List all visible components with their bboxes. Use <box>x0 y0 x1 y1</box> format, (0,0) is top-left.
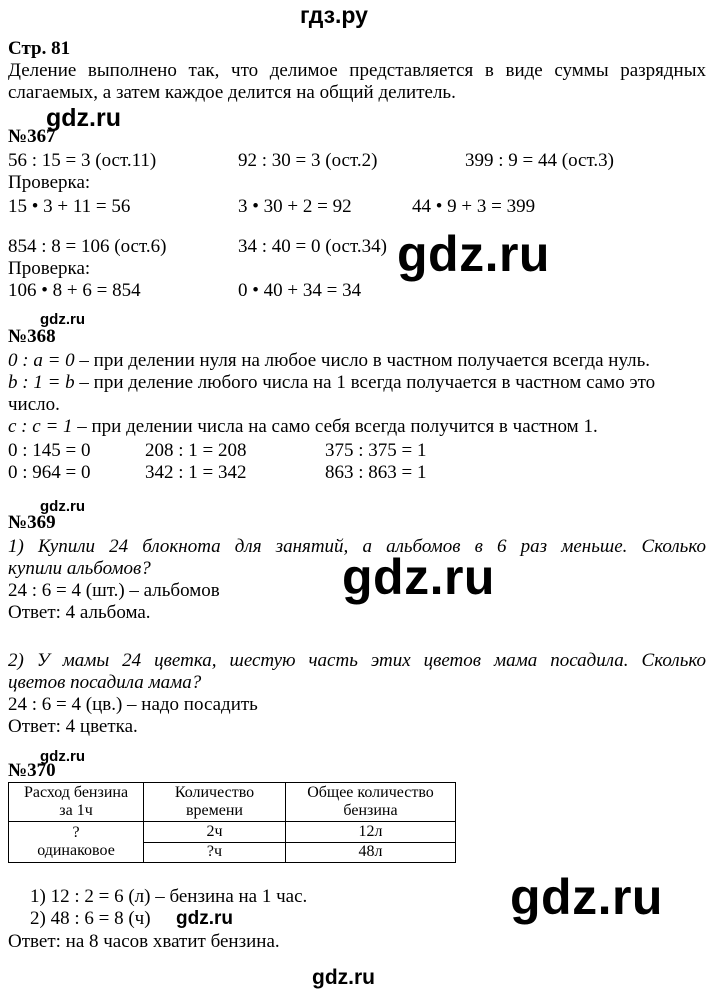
rule-2 <box>8 372 655 394</box>
problem-1-text-cont: купили альбомов? <box>8 558 151 579</box>
page-heading: Стр. 81 <box>8 38 71 59</box>
watermark: gdz.ru <box>342 549 495 605</box>
watermark: gdz.ru <box>397 226 550 282</box>
header-line: Расход бензина <box>23 784 129 801</box>
problem-2-answer: Ответ: 4 цветка. <box>8 716 138 737</box>
header-line: бензина <box>343 802 398 819</box>
table-cell <box>9 822 144 863</box>
task-368-title: №368 <box>8 326 56 347</box>
header-line: времени <box>185 802 243 819</box>
header-line: Количество <box>174 784 255 801</box>
task-368-expr: 0 : 964 = 0 <box>8 462 91 483</box>
task-367-title: №367 <box>8 126 56 147</box>
rule-3-text: – при делении числа на само себя всегда получится в частном 1. <box>72 416 598 437</box>
rule-2-cont: число. <box>8 394 60 415</box>
rule-2-formula: b : 1 = b <box>8 372 75 393</box>
watermark: gdz.ru <box>176 908 233 929</box>
problem-2-text-cont: цветов посадила мама? <box>8 672 202 693</box>
task-368-expr: 863 : 863 = 1 <box>325 462 427 483</box>
table-header-cell <box>286 783 456 822</box>
site-footer: gdz.ru <box>312 966 375 989</box>
rule-3 <box>8 416 598 438</box>
intro-line-1: Деление выполнено так, что делимое представляется в виде суммы разрядных <box>8 60 706 81</box>
check-label: Проверка: <box>8 258 91 279</box>
task-367-check: 44 • 9 + 3 = 399 <box>412 196 536 217</box>
task-367-check: 15 • 3 + 11 = 56 <box>8 196 131 217</box>
task-367-check: 3 • 30 + 2 = 92 <box>238 196 352 217</box>
task-370-answer: Ответ: на 8 часов хватит бензина. <box>8 931 280 952</box>
problem-2-solution: 24 : 6 = 4 (цв.) – надо посадить <box>8 694 258 715</box>
table-cell: ?ч <box>144 842 286 863</box>
problem-1-text: 1) Купили 24 блокнота для занятий, а альбомов в 6 раз меньше. Сколько <box>8 536 706 557</box>
task-368-expr: 0 : 145 = 0 <box>8 440 91 461</box>
task-367-check: 106 • 8 + 6 = 854 <box>8 280 141 301</box>
watermark: gdz.ru <box>40 748 85 765</box>
task-368-expr: 208 : 1 = 208 <box>145 440 247 461</box>
task-367-expr: 34 : 40 = 0 (ост.34) <box>238 236 387 257</box>
problem-2-text: 2) У мамы 24 цветка, шестую часть этих цветов мама посадила. Сколько <box>8 650 706 671</box>
cell-line: ? <box>72 824 80 841</box>
task-367-expr: 56 : 15 = 3 (ост.11) <box>8 150 157 171</box>
task-367-expr: 399 : 9 = 44 (ост.3) <box>465 150 614 171</box>
table-cell: 48л <box>286 842 456 863</box>
problem-1-solution: 24 : 6 = 4 (шт.) – альбомов <box>8 580 220 601</box>
table-row <box>9 822 456 843</box>
site-header: гдз.ру <box>300 2 368 28</box>
table-header-cell <box>9 783 144 822</box>
rule-1-formula: 0 : a = 0 <box>8 350 75 371</box>
step-1: 1) 12 : 2 = 6 (л) – бензина на 1 час. <box>30 886 308 907</box>
task-368-expr: 375 : 375 = 1 <box>325 440 427 461</box>
watermark: gdz.ru <box>40 311 85 328</box>
watermark: gdz.ru <box>510 869 663 925</box>
task-367-check: 0 • 40 + 34 = 34 <box>238 280 362 301</box>
rule-1 <box>8 350 650 372</box>
task-367-expr: 854 : 8 = 106 (ост.6) <box>8 236 167 257</box>
header-line: Общее количество <box>307 784 434 801</box>
table-header-cell <box>144 783 286 822</box>
task-367-expr: 92 : 30 = 3 (ост.2) <box>238 150 378 171</box>
watermark: gdz.ru <box>40 498 85 515</box>
step-2: 2) 48 : 6 = 8 (ч) <box>30 908 151 929</box>
rule-3-formula: c : c = 1 <box>8 416 73 437</box>
table-cell: 2ч <box>144 822 286 843</box>
problem-1-answer: Ответ: 4 альбома. <box>8 602 151 623</box>
intro-line-2: слагаемых, а затем каждое делится на общий делитель. <box>8 82 456 103</box>
task-368-expr: 342 : 1 = 342 <box>145 462 247 483</box>
watermark: gdz.ru <box>46 104 121 132</box>
table-cell: 12л <box>286 822 456 843</box>
task-370-title: №370 <box>8 760 56 781</box>
fuel-table <box>8 782 456 863</box>
header-line: за 1ч <box>59 802 93 819</box>
cell-line: одинаковое <box>37 842 115 859</box>
rule-1-text: – при делении нуля на любое число в частном получается всегда нуль. <box>74 350 650 371</box>
task-369-title: №369 <box>8 512 56 533</box>
rule-2-text: – при деление любого числа на 1 всегда получается в частном само это <box>74 372 656 393</box>
table-header-row <box>9 783 456 822</box>
check-label: Проверка: <box>8 172 91 193</box>
